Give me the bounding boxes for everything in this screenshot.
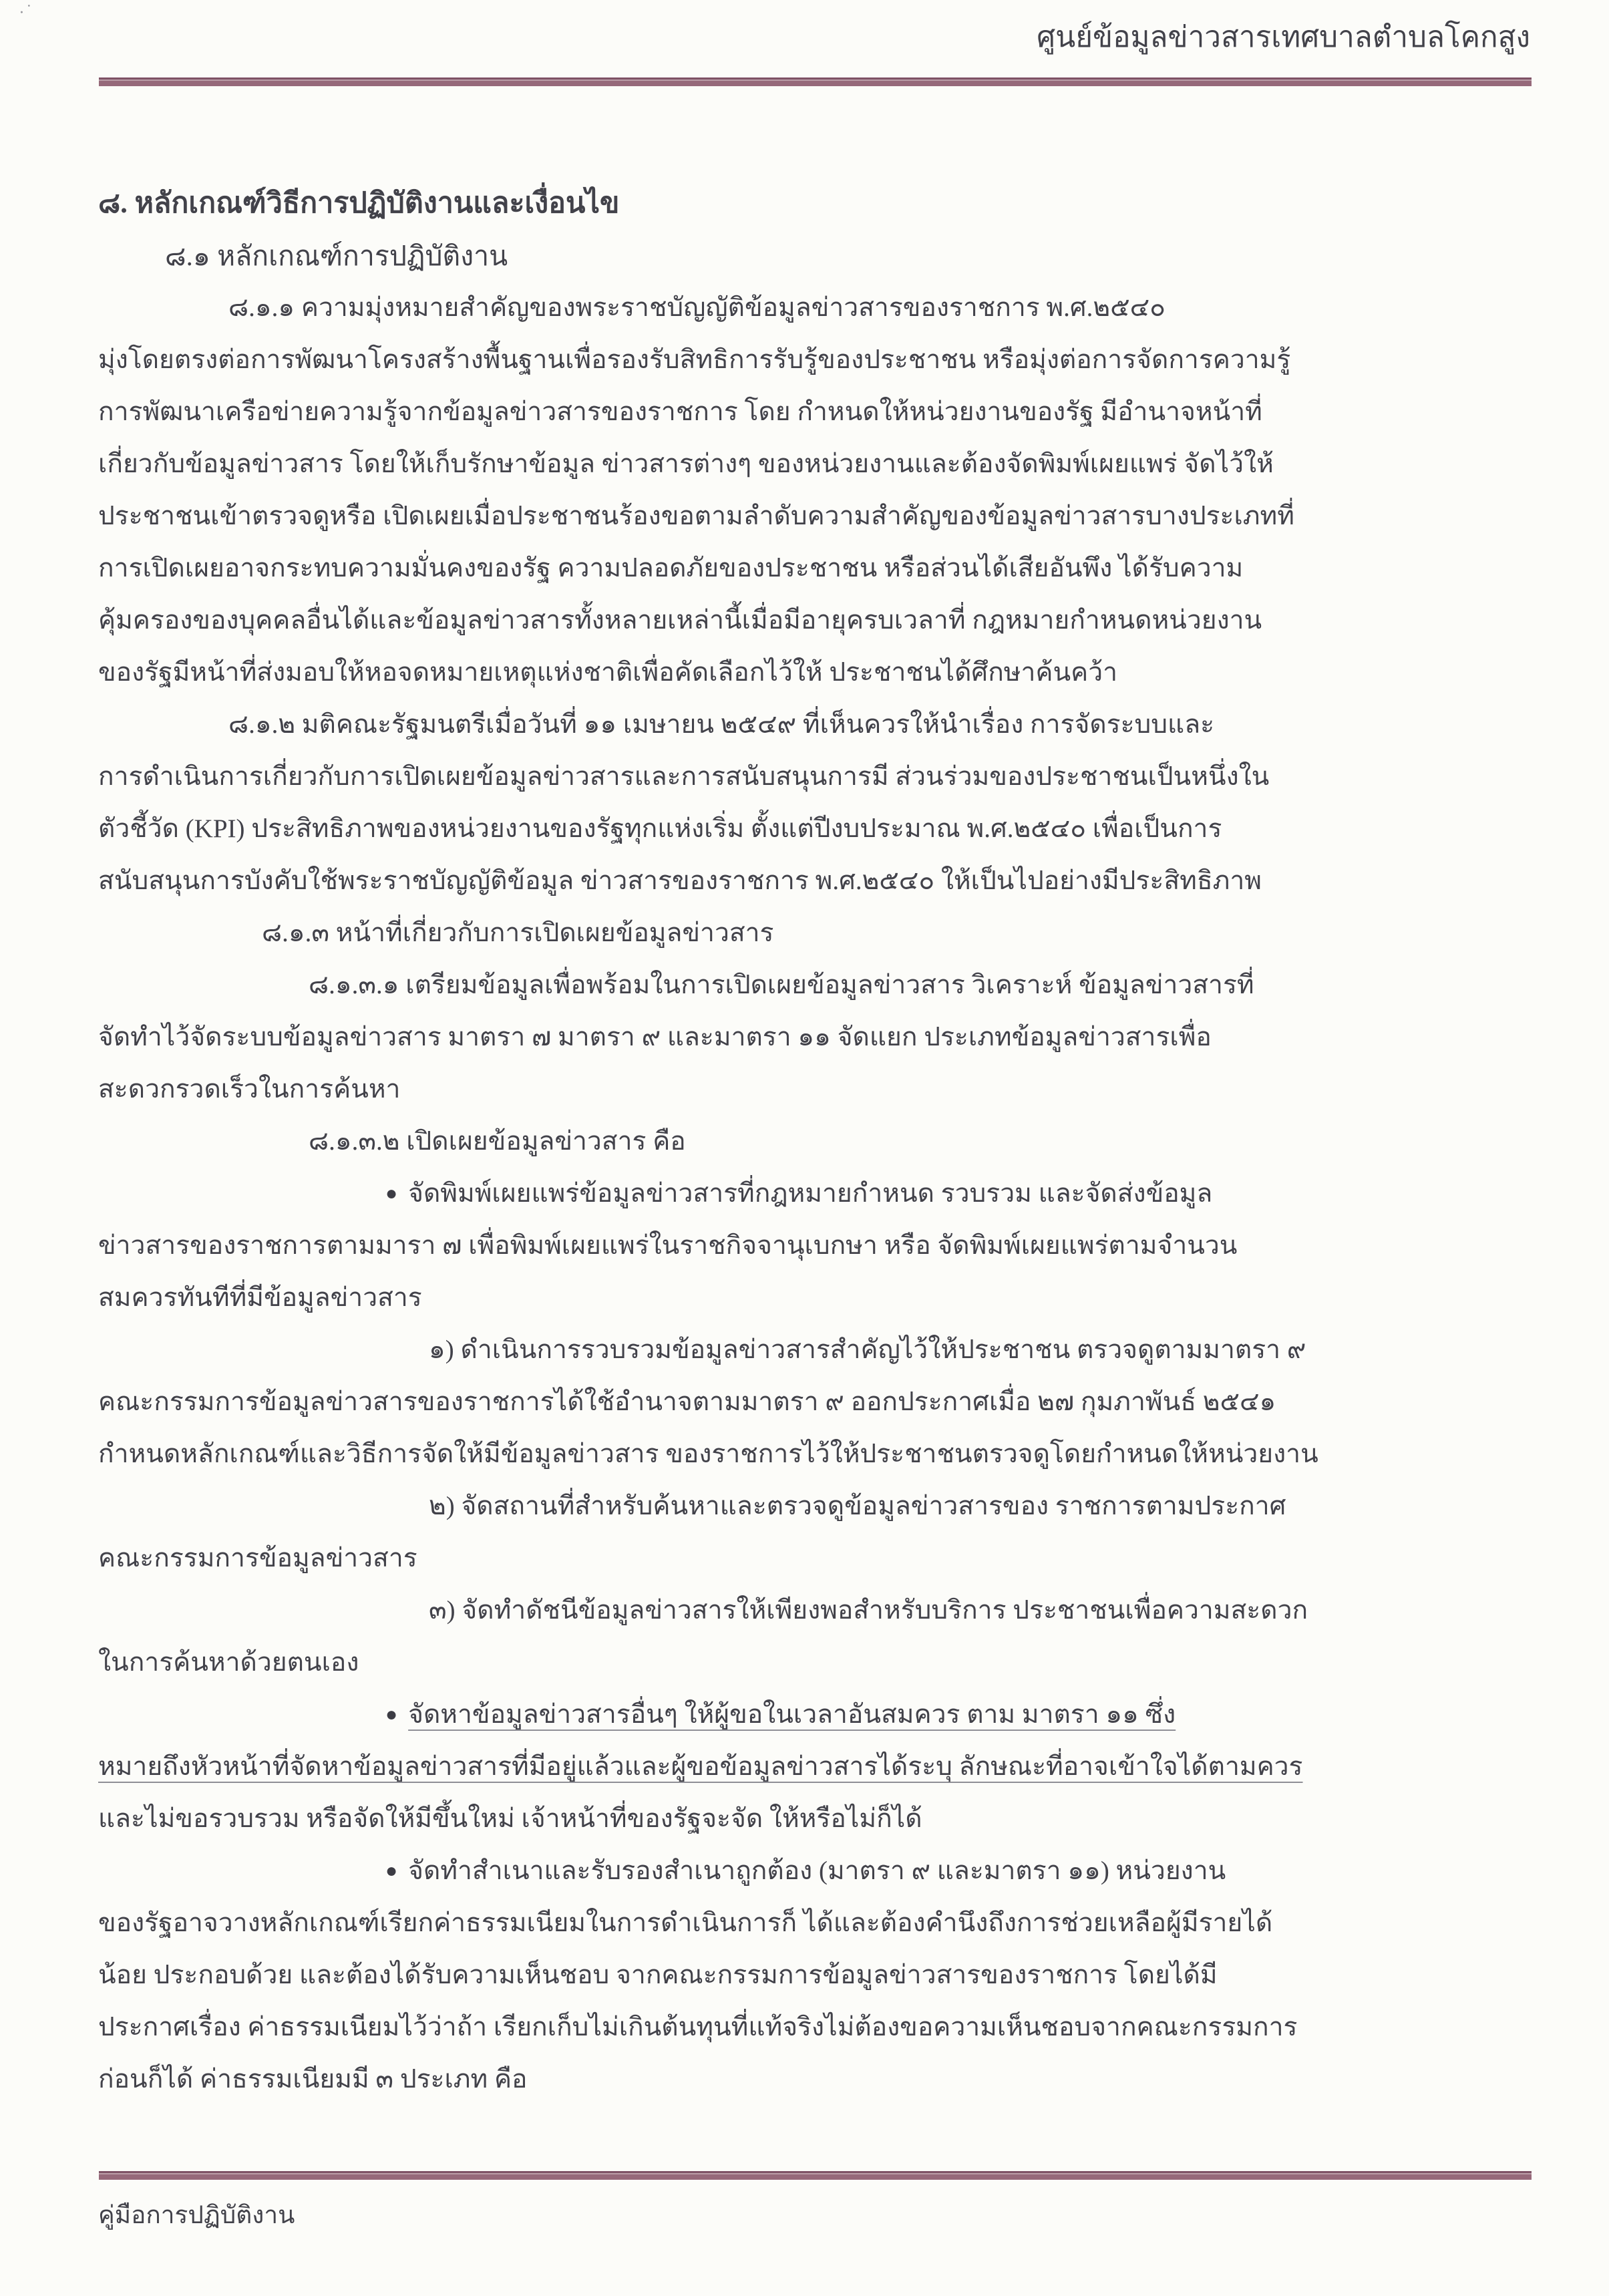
- paragraph-lines: [98, 282, 1533, 2106]
- document-line: ๘.๑.๓.๒ เปิดเผยข้อมูลข่าวสาร คือ: [309, 1127, 686, 1156]
- document-line: คุ้มครองของบุคคลอื่นได้และข้อมูลข่าวสารทั้งหลายเหล่านี้เมื่อมีอายุครบเวลาที่ กฎหมายกำหนดหน่วยงาน: [98, 606, 1262, 635]
- document-line: ● จัดพิมพ์เผยแพร่ข้อมูลข่าวสารที่กฎหมายกำหนด รวบรวม และจัดส่งข้อมูล: [385, 1168, 1533, 1220]
- document-line: การพัฒนาเครือข่ายความรู้จากข้อมูลข่าวสารของราชการ โดย กำหนดให้หน่วยงานของรัฐ มีอำนาจหน้าที่: [98, 397, 1262, 426]
- document-line: สนับสนุนการบังคับใช้พระราชบัญญัติข้อมูล ข่าวสารของราชการ พ.ศ.๒๕๔๐ ให้เป็นไปอย่างมีประสิทธิภาพ: [98, 866, 1262, 895]
- document-line: ๑) ดำเนินการรวบรวมข้อมูลข่าวสารสำคัญไว้ให้ประชาชน ตรวจดูตามมาตรา ๙: [429, 1335, 1306, 1364]
- header-rule: [99, 77, 1532, 86]
- document-line: ๘.๑.๓ หน้าที่เกี่ยวกับการเปิดเผยข้อมูลข่าวสาร: [262, 919, 774, 947]
- document-line: สะดวกรวดเร็วในการค้นหา: [98, 1075, 401, 1104]
- document-line: กำหนดหลักเกณฑ์และวิธีการจัดให้มีข้อมูลข่าวสาร ของราชการไว้ให้ประชาชนตรวจดูโดยกำหนดให้หน่วยงาน: [98, 1440, 1318, 1468]
- subsection-heading: ๘.๑ หลักเกณฑ์การปฏิบัติงาน: [165, 240, 508, 271]
- document-line: คณะกรรมการข้อมูลข่าวสาร: [98, 1544, 417, 1573]
- document-line: หมายถึงหัวหน้าที่จัดหาข้อมูลข่าวสารที่มีอยู่แล้วและผู้ขอข้อมูลข่าวสารได้ระบุ ลักษณะที่อาจเข้าใจได้ตามควร: [98, 1752, 1303, 1781]
- document-line: ๘.๑.๑ ความมุ่งหมายสำคัญของพระราชบัญญัติข้อมูลข่าวสารของราชการ พ.ศ.๒๕๔๐: [228, 293, 1166, 322]
- document-line: เกี่ยวกับข้อมูลข่าวสาร โดยให้เก็บรักษาข้อมูล ข่าวสารต่างๆ ของหน่วยงานและต้องจัดพิมพ์เผยแพร่ จัดไว้ให้: [98, 450, 1274, 478]
- document-line: ข่าวสารของราชการตามมารา ๗ เพื่อพิมพ์เผยแพร่ในราชกิจจานุเบกษา หรือ จัดพิมพ์เผยแพร่ตามจำนวน: [98, 1231, 1238, 1260]
- document-line: ก่อนก็ได้ ค่าธรรมเนียมมี ๓ ประเภท คือ: [98, 2065, 528, 2094]
- document-line: ๘.๑.๒ มติคณะรัฐมนตรีเมื่อวันที่ ๑๑ เมษายน ๒๕๔๙ ที่เห็นควรให้นำเรื่อง การจัดระบบและ: [228, 710, 1215, 739]
- scan-artifact: ·˙: [17, 0, 37, 23]
- document-line: การดำเนินการเกี่ยวกับการเปิดเผยข้อมูลข่าวสารและการสนับสนุนการมี ส่วนร่วมของประชาชนเป็นหนึ่งใน: [98, 762, 1270, 791]
- document-line: ตัวชี้วัด (KPI) ประสิทธิภาพของหน่วยงานของรัฐทุกแห่งเริ่ม ตั้งแต่ปีงบประมาณ พ.ศ.๒๕๔๐ เพื่อเป็นการ: [98, 814, 1222, 843]
- document-line: ● จัดหาข้อมูลข่าวสารอื่นๆ ให้ผู้ขอในเวลาอันสมควร ตาม มาตรา ๑๑ ซึ่ง: [385, 1689, 1533, 1741]
- document-line: ในการค้นหาด้วยตนเอง: [98, 1648, 359, 1677]
- document-line: จัดทำไว้จัดระบบข้อมูลข่าวสาร มาตรา ๗ มาตรา ๙ และมาตรา ๑๑ จัดแยก ประเภทข้อมูลข่าวสารเพื่อ: [98, 1023, 1212, 1051]
- document-line: การเปิดเผยอาจกระทบความมั่นคงของรัฐ ความปลอดภัยของประชาชน หรือส่วนได้เสียอันพึง ได้รับความ: [98, 554, 1244, 583]
- document-line: ประชาชนเข้าตรวจดูหรือ เปิดเผยเมื่อประชาชนร้องขอตามลำดับความสำคัญของข้อมูลข่าวสารบางประเภทที่: [98, 502, 1294, 530]
- document-body: [98, 178, 1533, 2106]
- bullet-icon: ●: [385, 1182, 398, 1204]
- document-line: ประกาศเรื่อง ค่าธรรมเนียมไว้ว่าถ้า เรียกเก็บไม่เกินต้นทุนที่แท้จริงไม่ต้องขอความเห็นชอบจากคณะกรรมการ: [98, 2013, 1298, 2041]
- page-header-title: ศูนย์ข้อมูลข่าวสารเทศบาลตำบลโคกสูง: [1037, 21, 1530, 53]
- bullet-icon: ●: [385, 1860, 398, 1882]
- document-line: และไม่ขอรวบรวม หรือจัดให้มีขึ้นใหม่ เจ้าหน้าที่ของรัฐจะจัด ให้หรือไม่ก็ได้: [98, 1804, 922, 1833]
- section-heading: ๘. หลักเกณฑ์วิธีการปฏิบัติงานและเงื่อนไข: [98, 188, 620, 219]
- document-line: ๒) จัดสถานที่สำหรับค้นหาและตรวจดูข้อมูลข่าวสารของ ราชการตามประกาศ: [429, 1492, 1286, 1520]
- document-line: น้อย ประกอบด้วย และต้องได้รับความเห็นชอบ จากคณะกรรมการข้อมูลข่าวสารของราชการ โดยได้มี: [98, 1961, 1218, 1989]
- document-line: สมควรทันทีที่มีข้อมูลข่าวสาร: [98, 1283, 422, 1312]
- document-line: มุ่งโดยตรงต่อการพัฒนาโครงสร้างพื้นฐานเพื่อรองรับสิทธิการรับรู้ของประชาชน หรือมุ่งต่อการจัดการความรู้: [98, 345, 1291, 374]
- document-line: ของรัฐมีหน้าที่ส่งมอบให้หอจดหมายเหตุแห่งชาติเพื่อคัดเลือกไว้ให้ ประชาชนได้ศึกษาค้นคว้า: [98, 658, 1118, 687]
- document-line: ๓) จัดทำดัชนีข้อมูลข่าวสารให้เพียงพอสำหรับบริการ ประชาชนเพื่อความสะดวก: [429, 1596, 1308, 1625]
- document-line: ● จัดทำสำเนาและรับรองสำเนาถูกต้อง (มาตรา ๙ และมาตรา ๑๑) หน่วยงาน: [385, 1845, 1533, 1897]
- bullet-icon: ●: [385, 1703, 398, 1726]
- document-line: ๘.๑.๓.๑ เตรียมข้อมูลเพื่อพร้อมในการเปิดเผยข้อมูลข่าวสาร วิเคราะห์ ข้อมูลข่าวสารที่: [309, 971, 1254, 999]
- document-line: ของรัฐอาจวางหลักเกณฑ์เรียกค่าธรรมเนียมในการดำเนินการก็ ได้และต้องคำนึงถึงการช่วยเหลือผู้มีรายได้: [98, 1909, 1273, 1937]
- document-line: คณะกรรมการข้อมูลข่าวสารของราชการได้ใช้อำนาจตามมาตรา ๙ ออกประกาศเมื่อ ๒๗ กุมภาพันธ์ ๒๕๔๑: [98, 1387, 1276, 1416]
- page-footer-label: คู่มือการปฏิบัติงาน: [98, 2202, 295, 2229]
- footer-rule: [99, 2171, 1532, 2180]
